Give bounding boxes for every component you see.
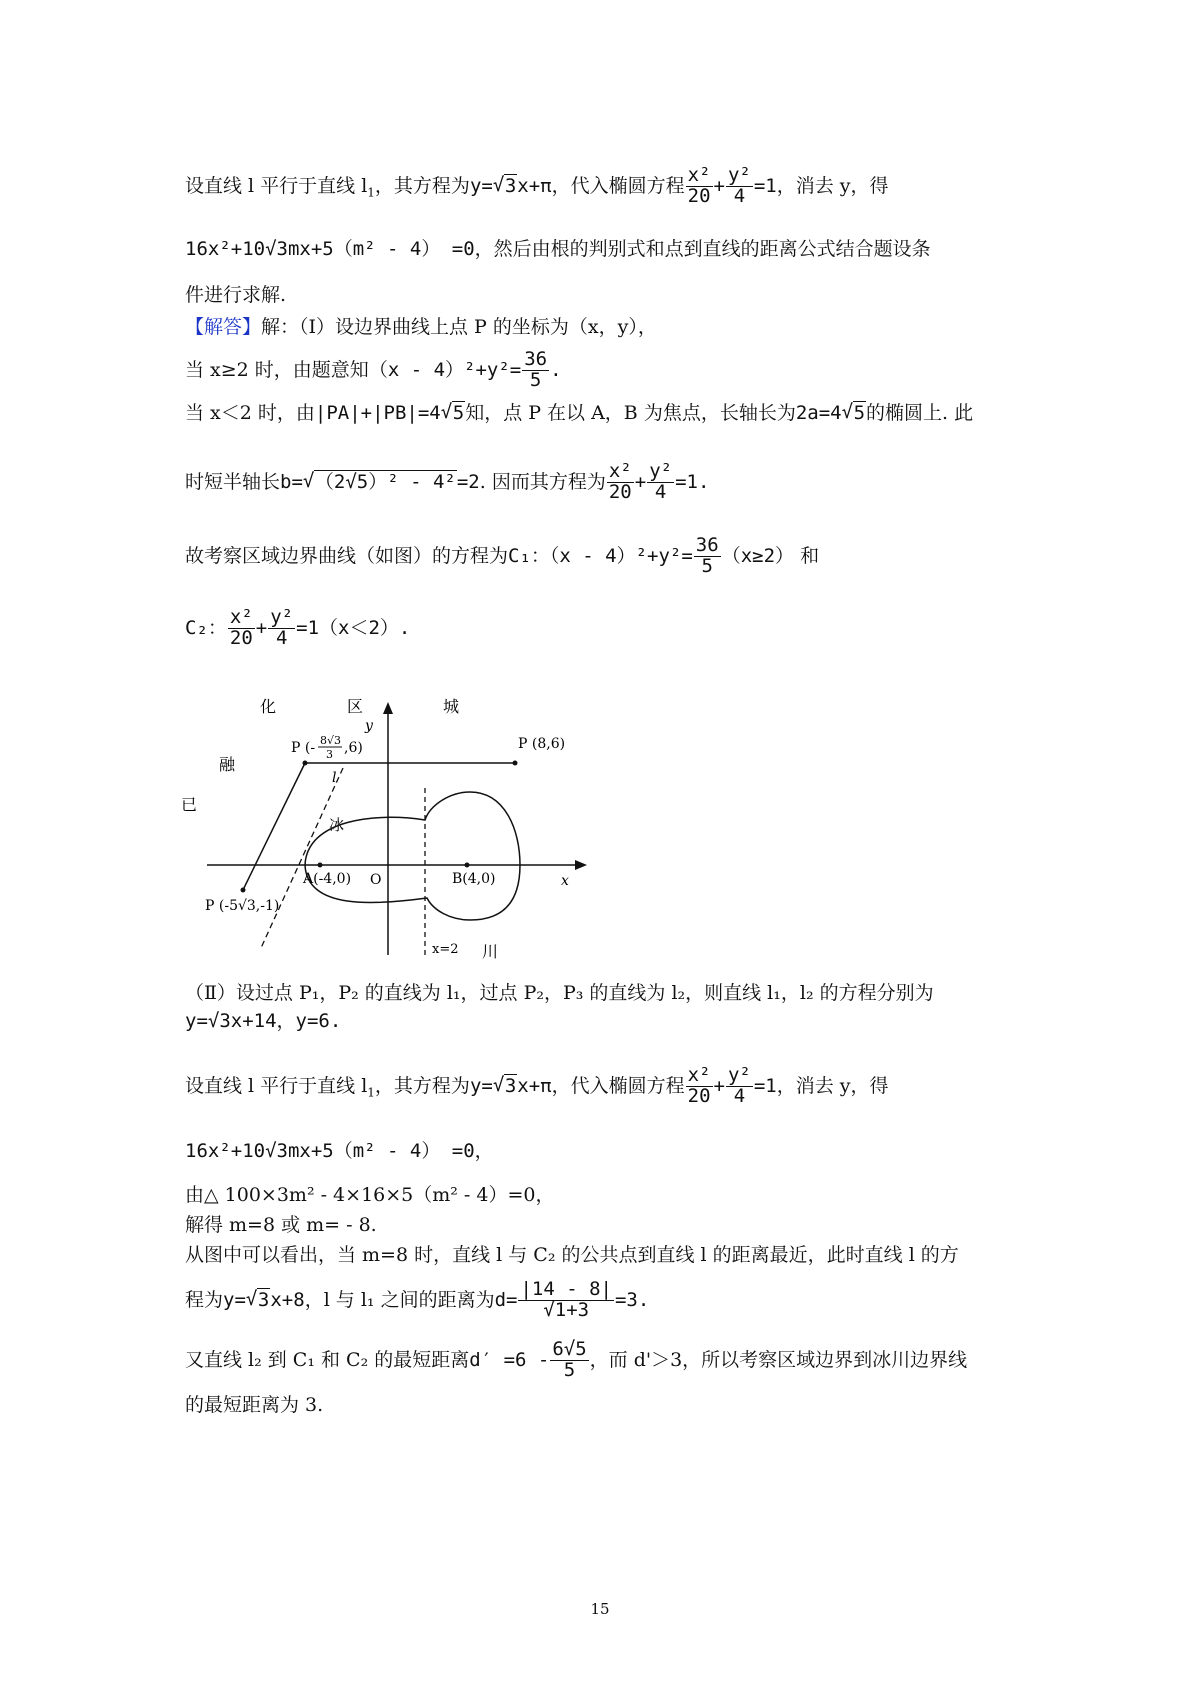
x-axis-label: x [561, 873, 569, 889]
char-label: 川 [482, 942, 499, 961]
text-line: 程为y=√ 3x+8，l 与 l₁ 之间的距离为d= $\frac{|14 - 8|}{√1+3}$ =3. [185, 1280, 649, 1321]
math-expression: b=√ （2√5）² - 4²=2 [280, 471, 480, 493]
text-line: 当 x＜2 时，由|PA|+|PB|=4√ 5知，点 P 在以 A，B 为焦点，长轴长为2a=4√ 5的椭圆上. 此 [185, 400, 973, 426]
answer-tag: 【解答】 [185, 316, 262, 338]
math-expression: 16x²+10√3mx+5（m² - 4） =0 [185, 238, 475, 260]
text-line [185, 608, 410, 649]
point-a-label: A(-4,0) [303, 871, 352, 887]
text-line: 的最短距离为 3. [185, 1394, 324, 1416]
text-line: 时短半轴长b=√ （2√5）² - 4²=2. 因而其方程为 $\frac{\text{x²}}{20}$ + $\frac{\text{y²}}{4}$ =1. [185, 462, 709, 503]
boundary-curve [305, 792, 520, 920]
text-line: 设直线 l 平行于直线 $l_1$，其方程为y=√ 3x+π，代入椭圆方程 $\frac{\text{x²}}{20}$ + $\frac{\text{y²}}{4}$ =1，消去 y，得 [185, 166, 889, 207]
point-b [465, 863, 470, 868]
c1-equation: C₁：（x - 4）²+y²= $\frac{36}{5}$ （x≥2） [508, 534, 795, 577]
point-p-top-left-den: 3 [326, 748, 333, 761]
page-number: 15 [590, 1600, 610, 1618]
math-expression: d′ =6 - $\frac{6√5}{5}$ [469, 1338, 587, 1381]
text-line: 设直线 l 平行于直线 $l_1$，其方程为y=√ 3x+π，代入椭圆方程 $\frac{\text{x²}}{20}$ + $\frac{\text{y²}}{4}$ =1，消去 y，得 [185, 1066, 889, 1107]
point-p-top-left-num: 8√3 [320, 734, 342, 747]
line-x2-label: x=2 [432, 942, 459, 957]
math-expression: y=√3x+14，y=6. [185, 1010, 342, 1032]
text-line: 件进行求解. [185, 284, 287, 306]
text-line: 当 x≥2 时，由题意知（x - 4）²+y²= $\frac{36}{5}$ . [185, 348, 562, 391]
distance-formula: d= $\frac{|14 - 8|}{√1+3}$ =3. [494, 1278, 650, 1321]
math-expression: y=√ 3x+π [470, 1075, 552, 1097]
math-expression: 2a=4√ 5 [796, 402, 866, 424]
point-p-right-label: P (8,6) [518, 736, 566, 752]
char-label: 冰 [329, 816, 345, 834]
ellipse-equation: $\frac{\text{x²}}{20}$ + $\frac{\text{y²}}{4}$ =1. [608, 460, 710, 503]
point-a [318, 863, 323, 868]
point-p-top-left-label-b: ,6) [344, 740, 363, 756]
point-p-top-left-label-a: P (- [291, 740, 316, 756]
line-l-label: l [332, 770, 337, 786]
ellipse-equation: $\frac{\text{x²}}{20}$ + $\frac{\text{y²}}{4}$ =1 [687, 164, 777, 207]
text: 设直线 l 平行于直线 l [185, 174, 368, 197]
point-p-top-left [303, 761, 308, 766]
text-line: 又直线 l₂ 到 C₁ 和 C₂ 的最短距离d′ =6 - $\frac{6√5}{5}$ ，而 d'＞3，所以考察区域边界到冰川边界线 [185, 1338, 968, 1381]
char-label: 融 [219, 755, 236, 774]
point-p-bottom-label: P (-5√3,-1) [205, 898, 280, 914]
y-axis-label: y [365, 718, 373, 734]
text-line: 故考察区域边界曲线（如图）的方程为C₁：（x - 4）²+y²= $\frac{36}{5}$ （x≥2） 和 [185, 534, 820, 577]
region-diagram [181, 697, 635, 990]
ellipse-equation: $\frac{\text{x²}}{20}$ + $\frac{\text{y²}}{4}$ =1 [687, 1064, 777, 1107]
y-axis-arrow [383, 702, 393, 714]
x-axis-arrow [575, 860, 587, 870]
text-line: 解得 m=8 或 m= - 8. [185, 1214, 377, 1236]
math-expression: （x - 4）²+y²= $\frac{36}{5}$ . [368, 348, 562, 391]
math-expression: |PA|+|PB|=4√ 5 [315, 402, 465, 424]
math-expression: y=√ 3x+8 [223, 1289, 305, 1311]
text-line: 16x²+10√3mx+5（m² - 4） =0，然后由根的判别式和点到直线的距离公式结合题设条 [185, 238, 931, 260]
c2-equation: C₂： $\frac{\text{x²}}{20}$ + $\frac{\text{y²}}{4}$ =1（x＜2）. [185, 606, 411, 649]
char-label: 化 [260, 697, 277, 716]
origin-label: O [370, 872, 382, 888]
line-l [261, 768, 343, 948]
text-line: 由△ 100×3m² - 4×16×5（m² - 4）=0， [185, 1184, 555, 1206]
char-label: 已 [181, 795, 198, 814]
math-expression: 16x²+10√3mx+5（m² - 4） =0， [185, 1140, 494, 1162]
char-label: 区 [347, 697, 364, 716]
math-expression: y=√ 3x+π [470, 175, 552, 197]
point-p-bottom [241, 888, 246, 893]
text-line: 从图中可以看出，当 m=8 时，直线 l 与 C₂ 的公共点到直线 l 的距离最近，此时直线 l 的方 [185, 1244, 959, 1266]
point-p-right [513, 761, 518, 766]
text-line: （Ⅱ）设过点 P₁，P₂ 的直线为 l₁，过点 P₂，P₃ 的直线为 l₂，则直线 l₁，l₂ 的方程分别为 [185, 982, 934, 1004]
point-b-label: B(4,0) [452, 871, 496, 887]
char-label: 城 [443, 697, 460, 716]
text-line: 【解答】解：（Ⅰ）设边界曲线上点 P 的坐标为（x，y）， [185, 316, 657, 338]
